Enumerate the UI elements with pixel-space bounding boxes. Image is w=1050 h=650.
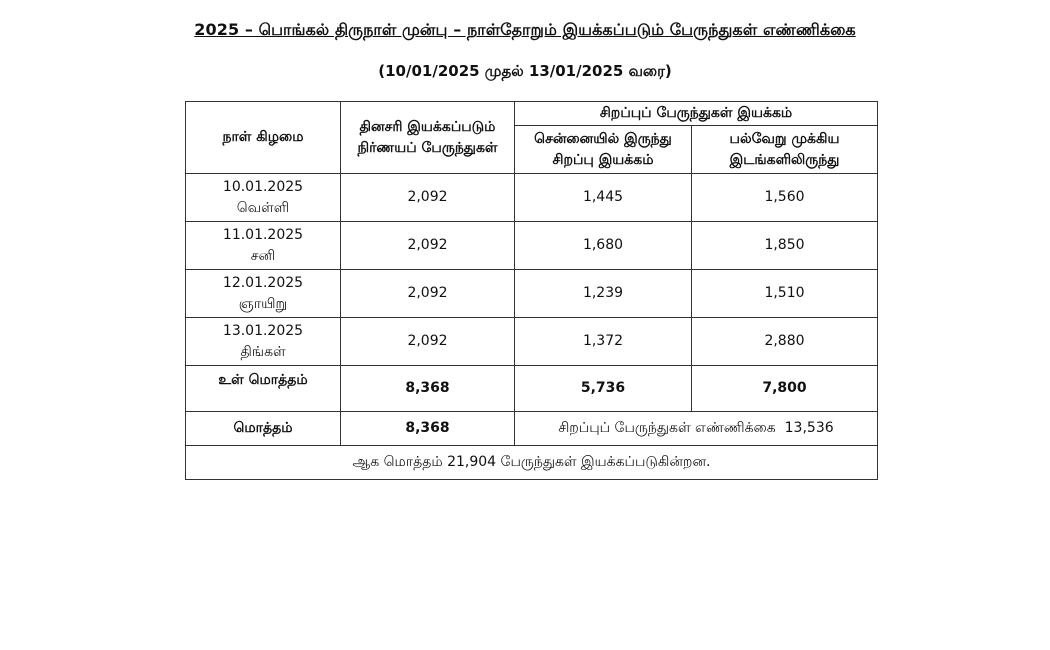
other-cell: 1,850 — [692, 222, 878, 270]
day-cell — [186, 222, 341, 270]
header-daily-line1: தினசரி இயக்கப்படும் — [359, 118, 496, 135]
total-special: சிறப்புப் பேருந்துகள் எண்ணிக்கை 13,536 — [515, 412, 878, 446]
table-row — [186, 222, 878, 270]
header-daily — [341, 102, 515, 174]
header-day — [186, 102, 341, 174]
weekday-text: சனி — [250, 247, 276, 264]
daily-cell: 2,092 — [341, 222, 515, 270]
daily-cell: 2,092 — [341, 318, 515, 366]
header-other-line2: இடங்களிலிருந்து — [729, 151, 840, 168]
chennai-cell: 1,372 — [515, 318, 692, 366]
subtotal-daily: 8,368 — [341, 366, 515, 412]
date-text: 13.01.2025 — [222, 322, 304, 339]
chennai-cell: 1,239 — [515, 270, 692, 318]
daily-cell: 2,092 — [341, 174, 515, 222]
subtotal-label: உள் மொத்தம் — [186, 366, 341, 412]
daily-cell: 2,092 — [341, 270, 515, 318]
subtotal-row — [186, 366, 878, 412]
grand-total-row — [186, 446, 878, 480]
chennai-cell: 1,680 — [515, 222, 692, 270]
day-cell — [186, 318, 341, 366]
header-special-group-label: சிறப்புப் பேருந்துகள் இயக்கம் — [599, 105, 793, 121]
total-label: மொத்தம் — [186, 412, 341, 446]
table-row — [186, 270, 878, 318]
other-cell: 1,560 — [692, 174, 878, 222]
header-daily-line2: நிர்ணயப் பேருந்துகள் — [357, 139, 498, 156]
date-text: 11.01.2025 — [222, 226, 304, 243]
date-range-subtitle: (10/01/2025 முதல் 13/01/2025 வரை) — [378, 62, 672, 80]
total-daily: 8,368 — [341, 412, 515, 446]
grand-total-text: ஆக மொத்தம் 21,904 பேருந்துகள் இயக்கப்படுகின்றன. — [186, 446, 878, 480]
subtotal-other: 7,800 — [692, 366, 878, 412]
table-header-row — [186, 102, 878, 126]
other-cell: 1,510 — [692, 270, 878, 318]
header-other-line1: பல்வேறு முக்கிய — [729, 130, 840, 147]
weekday-text: திங்கள் — [240, 343, 286, 360]
weekday-text: வெள்ளி — [236, 199, 290, 216]
total-row — [186, 412, 878, 446]
day-cell — [186, 174, 341, 222]
header-day-label: நாள் கிழமை — [222, 129, 304, 145]
header-chennai — [515, 126, 692, 174]
date-text: 12.01.2025 — [222, 274, 304, 291]
header-chennai-line1: சென்னையில் இருந்து — [534, 130, 672, 147]
header-special-group — [515, 102, 878, 126]
header-other — [692, 126, 878, 174]
date-text: 10.01.2025 — [222, 178, 304, 195]
header-chennai-line2: சிறப்பு இயக்கம் — [552, 151, 654, 168]
subtotal-chennai: 5,736 — [515, 366, 692, 412]
page-title: 2025 – பொங்கல் திருநாள் முன்பு – நாள்தோறும் இயக்கப்படும் பேருந்துகள் எண்ணிக்கை — [194, 20, 856, 39]
bus-schedule-table — [185, 101, 878, 480]
table-row — [186, 318, 878, 366]
other-cell: 2,880 — [692, 318, 878, 366]
day-cell — [186, 270, 341, 318]
chennai-cell: 1,445 — [515, 174, 692, 222]
weekday-text: ஞாயிறு — [238, 295, 288, 312]
table-row — [186, 174, 878, 222]
